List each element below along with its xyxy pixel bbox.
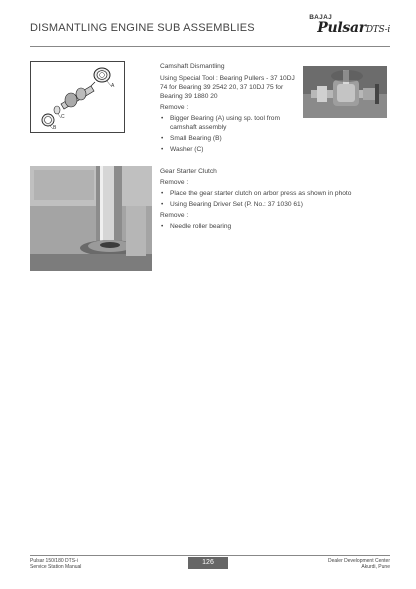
bearing-puller-photo-art	[303, 66, 387, 118]
page-title: DISMANTLING ENGINE SUB ASSEMBLIES	[30, 22, 255, 34]
gear-starter-remove-label: Remove :	[160, 179, 189, 186]
footer-publisher	[328, 558, 390, 570]
list-item: • Small Bearing (B)	[160, 134, 298, 143]
brand-wordmark	[317, 20, 390, 36]
header-divider	[30, 46, 390, 47]
arbor-press-photo-art	[30, 166, 152, 271]
page-number: 126	[188, 557, 228, 569]
gear-starter-heading: Gear Starter Clutch	[160, 168, 217, 175]
camshaft-remove-label: Remove :	[160, 104, 189, 111]
footer-location: Akurdi, Pune	[361, 564, 390, 570]
brand-suffix: DTS-i	[365, 25, 390, 35]
gear-starter-remove-label-2: Remove :	[160, 212, 189, 219]
footer-manual-title: Service Station Manual	[30, 564, 82, 570]
camshaft-diagram	[30, 61, 125, 133]
list-item: • Bigger Bearing (A) using sp. tool from camshaft assembly	[160, 114, 298, 132]
camshaft-remove-list	[160, 114, 298, 154]
brand-company: BAJAJ	[309, 14, 332, 21]
list-item: • Place the gear starter clutch on arbor press as shown in photo	[160, 189, 388, 198]
brand-name: Pulsar	[317, 20, 366, 36]
footer-center: Dealer Development Center	[328, 558, 390, 564]
footer-model: Pulsar 150/180 DTS-i	[30, 558, 78, 564]
brand-logo	[290, 14, 390, 44]
page-header	[30, 14, 390, 46]
gear-starter-steps	[160, 189, 388, 209]
washer-c-drawing	[54, 106, 60, 114]
footer-manual-info	[30, 558, 81, 570]
bearing-puller-photo	[303, 66, 387, 118]
camshaft-drawing	[31, 62, 125, 133]
gear-starter-remove-list	[160, 222, 388, 231]
list-item: • Using Bearing Driver Set (P. No.: 37 1030 61)	[160, 200, 388, 209]
bearing-a-drawing	[94, 68, 110, 82]
footer-divider	[30, 555, 390, 556]
callout-c: C	[61, 114, 65, 120]
camshaft-drawing-body	[61, 82, 95, 109]
callout-b: B	[53, 125, 57, 131]
callout-a: A	[111, 83, 115, 89]
camshaft-section	[160, 62, 298, 154]
arbor-press-photo	[30, 166, 152, 271]
camshaft-tool-note: Using Special Tool : Bearing Pullers - 37 10DJ 74 for Bearing 39 2542 20, 37 10DJ 75 for Bearing 39 1880 20	[160, 75, 295, 100]
gear-starter-section	[160, 167, 388, 231]
list-item: • Washer (C)	[160, 145, 298, 154]
camshaft-heading: Camshaft Dismantling	[160, 63, 225, 70]
list-item: • Needle roller bearing	[160, 222, 388, 231]
